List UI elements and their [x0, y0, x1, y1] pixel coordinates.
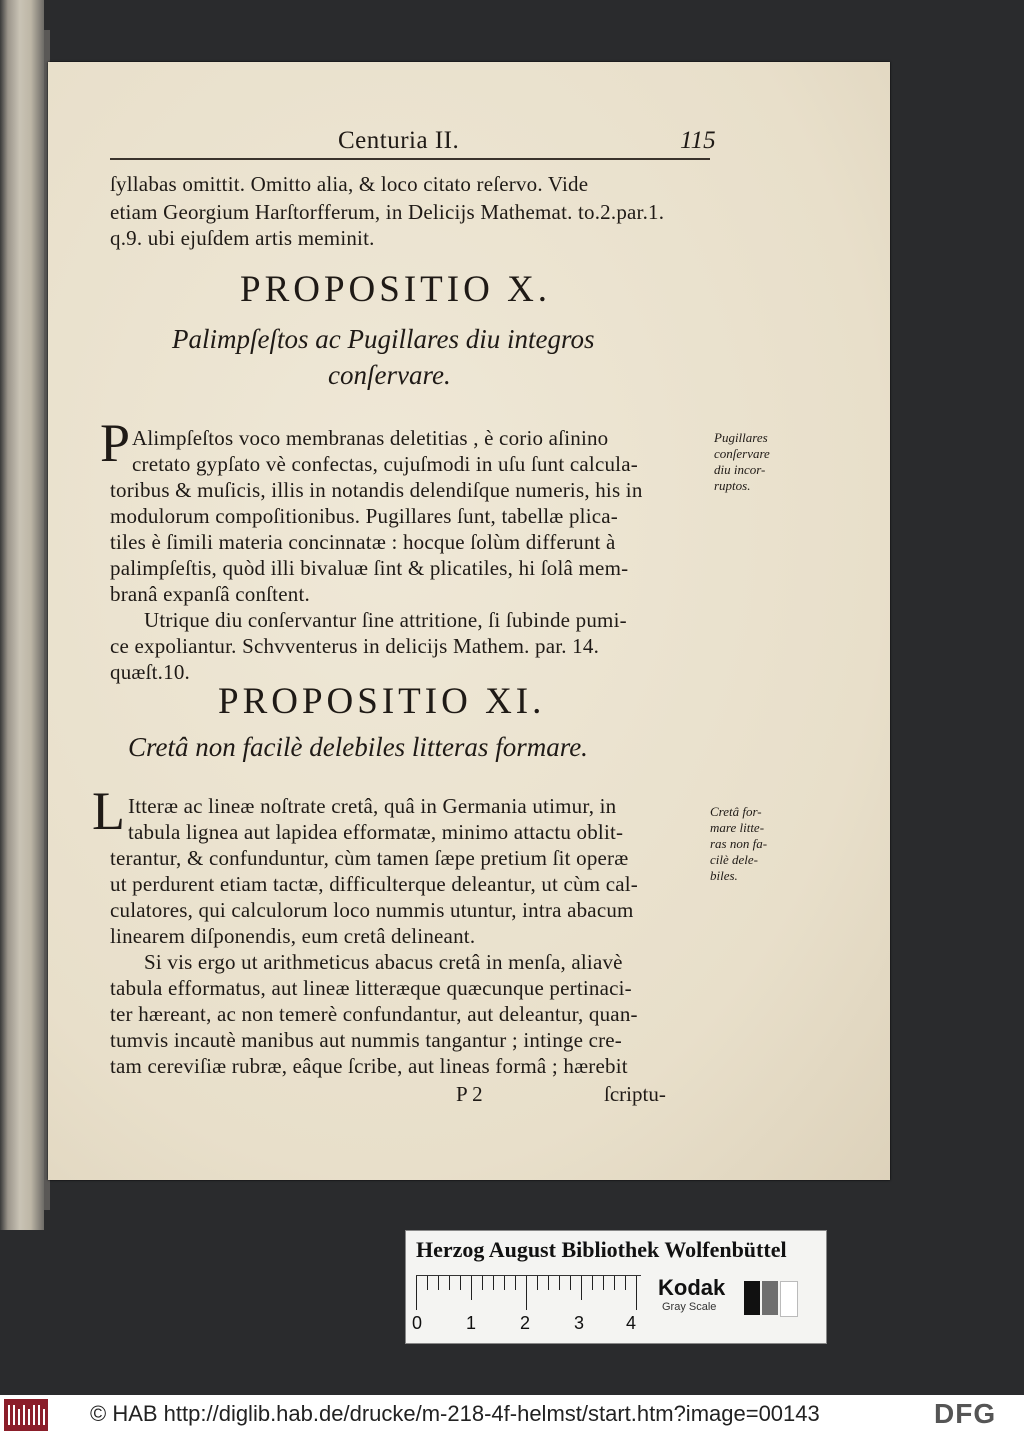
scale-number: 0	[412, 1313, 423, 1333]
proposition-subtitle: conſervare.	[328, 360, 451, 390]
drop-cap: P	[100, 413, 131, 473]
text-line: cretato gypſato vè confectas, cujuſmodi in uſu ſunt calcula-	[132, 452, 638, 476]
text-line: palimpſeſtis, quòd illi bivaluæ ſint & plicatiles, hi ſolâ mem-	[110, 556, 629, 580]
page-number: 115	[680, 127, 716, 154]
text-line: tabula lignea aut lapidea efformatæ, minimo attactu oblit-	[128, 820, 624, 844]
book-spine	[0, 0, 44, 1230]
text-line: ce expoliantur. Schvventerus in delicijs Mathem. par. 14.	[110, 634, 600, 658]
running-head: Centuria II.	[338, 127, 460, 154]
margin-note: Cretâ for-mare litte-ras non fa-cilè dele-biles.	[710, 804, 768, 883]
gray-scale-text: Gray Scale	[662, 1301, 717, 1313]
proposition-subtitle: Cretâ non facilè delebiles litteras formare.	[128, 732, 588, 762]
text-line: terantur, & confunduntur, cùm tamen ſæpe pretium ſit operæ	[110, 846, 629, 870]
library-label-card	[405, 1230, 827, 1344]
text-line: tumvis incautè manibus aut nummis tangantur ; intinge cre-	[110, 1028, 622, 1052]
text-line: linearem diſponendis, eum cretâ delineant.	[110, 924, 476, 948]
text-line: branâ expanſâ conſtent.	[110, 582, 310, 606]
proposition-title: PROPOSITIO X.	[240, 269, 552, 310]
scale-number: 2	[520, 1313, 531, 1333]
text-line: Si vis ergo ut arithmeticus abacus cretâ in menſa, aliavè	[144, 950, 623, 974]
text-line: ut perdurent etiam tactæ, difficulterque deleantur, ut cùm cal-	[110, 872, 639, 896]
library-name: Herzog August Bibliothek Wolfenbüttel	[416, 1237, 787, 1262]
text-line: modulorum compoſitionibus. Pugillares ſunt, tabellæ plica-	[110, 504, 618, 528]
kodak-logo: Kodak	[658, 1275, 726, 1300]
book-page	[48, 62, 890, 1180]
text-line: tiles è ſimili materia concinnatæ : hocque ſolùm differunt à	[110, 530, 616, 554]
catchword: ſcriptu-	[604, 1082, 666, 1106]
viewer-footer	[0, 1395, 1024, 1435]
scale-number: 3	[574, 1313, 585, 1333]
hab-logo-icon	[4, 1399, 48, 1431]
drop-cap: L	[92, 781, 125, 841]
source-url-link[interactable]: © HAB http://diglib.hab.de/drucke/m-218-4f-helmst/start.htm?image=00143	[90, 1401, 820, 1426]
signature-mark: P 2	[456, 1082, 483, 1106]
ruler-scale	[416, 1275, 641, 1310]
gray-swatch-black	[744, 1281, 760, 1315]
text-line: tabula efformatus, aut lineæ litteræque quæcunque pertinaci-	[110, 976, 632, 1000]
proposition-subtitle: Palimpſeſtos ac Pugillares diu integros	[172, 324, 595, 354]
text-line: toribus & muſicis, illis in notandis delendiſque numeris, his in	[110, 478, 643, 502]
scale-number: 4	[626, 1313, 637, 1333]
proposition-title: PROPOSITIO XI.	[218, 681, 546, 722]
intro-line: ſyllabas omittit. Omitto alia, & loco citato reſervo. Vide	[110, 172, 589, 196]
text-line: Alimpſeſtos voco membranas deletitias , è corio aſinino	[132, 426, 609, 450]
text-line: Utrique diu conſervantur ſine attritione, ſi ſubinde pumi-	[144, 608, 627, 632]
text-line: quæſt.10.	[110, 660, 190, 684]
gray-swatch-white	[780, 1281, 798, 1317]
dfg-logo: DFG	[934, 1398, 997, 1429]
head-rule	[110, 158, 710, 160]
text-line: ter hæreant, ac non temerè confundantur, aut deleantur, quan-	[110, 1002, 638, 1026]
gray-swatch-mid	[762, 1281, 778, 1315]
margin-note: Pugillares conſervare diu incor-ruptos.	[714, 430, 770, 493]
page-content	[48, 62, 890, 1180]
scale-number: 1	[466, 1313, 477, 1333]
text-line: tam cereviſiæ rubræ, eâque ſcribe, aut lineas formâ ; hærebit	[110, 1054, 628, 1078]
text-line: Itteræ ac lineæ noſtrate cretâ, quâ in Germania utimur, in	[128, 794, 617, 818]
intro-line: q.9. ubi ejuſdem artis meminit.	[110, 226, 375, 250]
text-line: culatores, qui calculorum loco nummis utuntur, intra abacum	[110, 898, 634, 922]
intro-line: etiam Georgium Harſtorfferum, in Delicijs Mathemat. to.2.par.1.	[110, 200, 665, 224]
